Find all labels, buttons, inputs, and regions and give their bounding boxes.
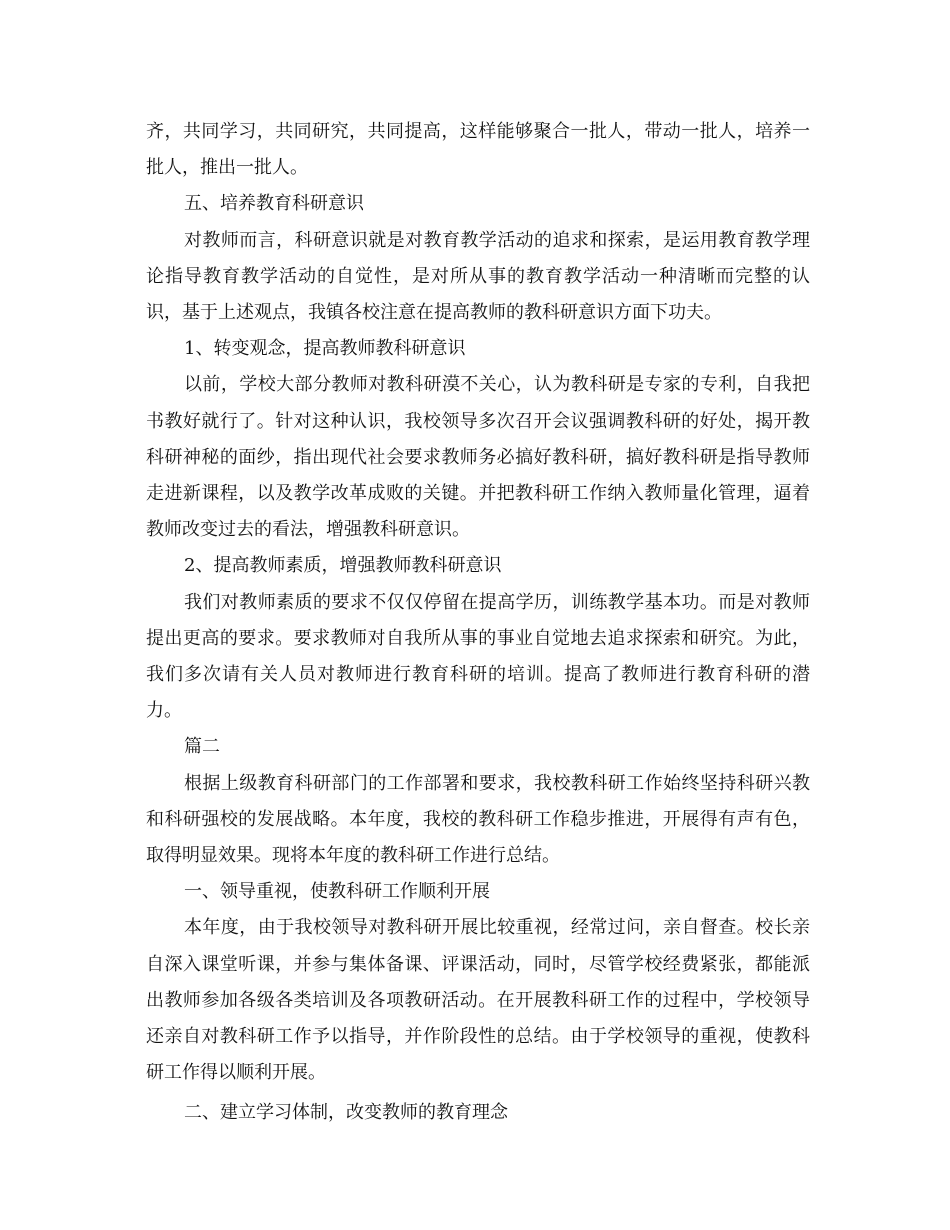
body-paragraph: 根据上级教育科研部门的工作部署和要求，我校教科研工作始终坚持科研兴教和科研强校的发展战略。本年度，我校的教科研工作稳步推进，开展得有声有色，取得明显效果。现将本年度的教科研工作进行总结。 xyxy=(146,772,810,867)
body-paragraph: 我们对教师素质的要求不仅仅停留在提高学历，训练教学基本功。而是对教师提出更高的要求。要求教师对自我所从事的事业自觉地去追求探索和研究。为此，我们多次请有关人员对教师进行教育科研的培训。提高了教师进行教育科研的潜力。 xyxy=(146,591,810,722)
section-heading-5: 五、培养教育科研意识 xyxy=(184,193,364,215)
section-heading-2: 二、建立学习体制，改变教师的教育理念 xyxy=(184,1102,508,1124)
document-body xyxy=(146,114,810,1132)
body-paragraph: 以前，学校大部分教师对教科研漠不关心，认为教科研是专家的专利，自我把书教好就行了。针对这种认识，我校领导多次召开会议强调教科研的好处，揭开教科研神秘的面纱，指出现代社会要求教师务必搞好教科研，搞好教科研是指导教师走进新课程，以及教学改革成败的关键。并把教科研工作纳入教师量化管理，逼着教师改变过去的看法，增强教科研意识。 xyxy=(146,374,810,541)
body-paragraph: 本年度，由于我校领导对教科研开展比较重视，经常过问，亲自督查。校长亲自深入课堂听课，并参与集体备课、评课活动，同时，尽管学校经费紧张，都能派出教师参加各级各类培训及各项教研活动。在开展教科研工作的过程中，学校领导还亲自对教科研工作予以指导，并作阶段性的总结。由于学校领导的重视，使教科研工作得以顺利开展。 xyxy=(146,917,810,1084)
subsection-heading-1: 1、转变观念，提高教师教科研意识 xyxy=(184,338,466,360)
part-heading: 篇二 xyxy=(184,736,220,758)
section-heading-1: 一、领导重视，使教科研工作顺利开展 xyxy=(184,881,490,903)
body-paragraph: 对教师而言，科研意识就是对教育教学活动的追求和探索，是运用教育教学理论指导教育教学活动的自觉性，是对所从事的教育教学活动一种清晰而完整的认识，基于上述观点，我镇各校注意在提高教师的教科研意识方面下功夫。 xyxy=(146,229,810,324)
subsection-heading-2: 2、提高教师素质，增强教师教科研意识 xyxy=(184,555,502,577)
body-paragraph: 齐，共同学习，共同研究，共同提高，这样能够聚合一批人，带动一批人，培养一批人，推出一批人。 xyxy=(146,121,810,179)
